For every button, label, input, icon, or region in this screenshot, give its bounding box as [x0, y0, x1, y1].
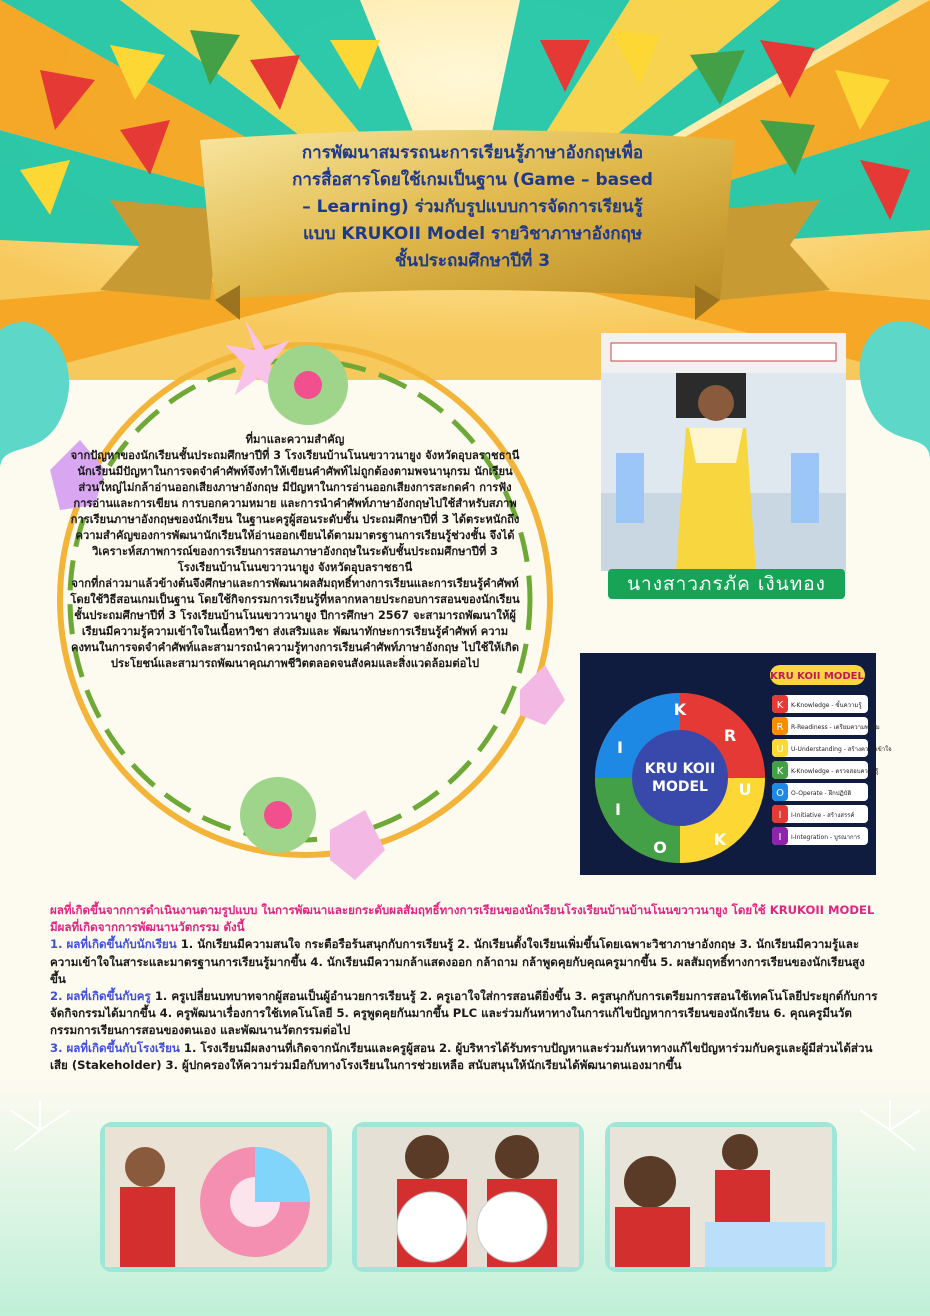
title-line: ชั้นประถมศึกษาปีที่ 3: [394, 251, 551, 271]
results-text: 1. ครูเปลี่ยนบทบาทจากผู้สอนเป็นผู้อำนวยการเรียนรู้ 2. ครูเอาใจใส่การสอนดียิ่งขึ้น 3. ครูสนุกกับการเตรียมการสอนใช้เทคโนโลยีประยุกต์กับการจัดกิจกรรมได้มากขึ้น 4. ครูพัฒนาเรื่องการใช้เทคโนโลยี 5. ครูพูดคุยกันมากขึ้น PLC และร่วมกันหาทางในการแก้ไขปัญหาการเรียนของนักเรียน 6. คุณครูมีนวัตกรรมการเรียนการสอนของตนเอง และพัฒนานวัตกรรมต่อไป: [50, 989, 878, 1038]
results-label: 2. ผลที่เกิดขึ้นกับครู: [50, 989, 151, 1004]
teacher-photo: [601, 333, 846, 571]
background-section: [70, 432, 520, 672]
title-line: แบบ KRUKOII Model รายวิชาภาษาอังกฤษ: [302, 224, 643, 244]
model-wheel-letter: O: [653, 838, 667, 857]
svg-text:I-Initiative - สร้างสรรค์: I-Initiative - สร้างสรรค์: [791, 812, 855, 819]
model-wheel-letter: U: [738, 780, 752, 799]
poster-title: [240, 140, 705, 275]
results-text: 1. นักเรียนมีความสนใจ กระตือรือร้นสนุกกับการเรียนรู้ 2. นักเรียนตั้งใจเรียนเพิ่มขึ้นโดยเฉพาะวิชาภาษาอังกฤษ 3. นักเรียนมีความรู้และความเข้าใจในสาระและมาตรฐานการเรียนรู้มากขึ้น 4. นักเรียนมีความกล้าแสดงออก กล้าถาม กล้าพูดคุยกับคุณครูมากขึ้น 5. ผลสัมฤทธิ์ทางการเรียนของนักเรียนสูงขึ้น: [50, 937, 865, 986]
krukoii-model-diagram: [580, 653, 892, 875]
svg-text:R: R: [776, 722, 784, 733]
svg-text:U: U: [776, 744, 784, 755]
results-text: 1. โรงเรียนมีผลงานที่เกิดจากนักเรียนและครูผู้สอน 2. ผู้บริหารได้รับทราบปัญหาและร่วมกันหาทางแก้ไขปัญหาร่วมกับครูและผู้มีส่วนได้ส่วนเสีย (Stakeholder) 3. ผู้ปกครองให้ความร่วมมือกับทางโรงเรียนในการช่วยเหลือ สนับสนุนให้นักเรียนได้พัฒนาตนเองมากขึ้น: [50, 1040, 873, 1072]
model-banner: KRU KOII MODEL: [770, 671, 864, 682]
title-line: การพัฒนาสมรรถนะการเรียนรู้ภาษาอังกฤษเพื่อ: [301, 143, 644, 163]
svg-text:K-Knowledge - ตรวจสอบความรู้: K-Knowledge - ตรวจสอบความรู้: [791, 768, 879, 775]
teacher-name-tag: นางสาวภรภัค เงินทอง: [608, 569, 845, 599]
teacher-head: [698, 385, 734, 421]
background-paragraph: จากปัญหาของนักเรียนชั้นประถมศึกษาปีที่ 3 โรงเรียนบ้านโนนขวาวนายูง จังหวัดอุบลราชธานี นักเรียนมีปัญหาในการจดจำคำศัพท์จึงทำให้เขียนคำศัพท์ไม่ถูกต้องตามพจนานุกรม นักเรียนส่วนใหญ่ไม่กล้าอ่านออกเสียงภาษาอังกฤษ มีปัญหาในการอ่านออกเสียงการสะกดคำ การฟัง การอ่านและการเขียน การบอกความหมาย และการนำคำศัพท์ภาษาอังกฤษไปใช้สำหรับสภาพการเรียนภาษาอังกฤษของนักเรียน ในฐานะครูผู้สอนระดับชั้น ประถมศึกษาปีที่ 3 ได้ตระหนักถึงความสำคัญของการพัฒนานักเรียนให้อ่านออกเขียนได้ตามมาตรฐานการเรียนรู้ช่วงชั้น จึงได้วิเคราะห์สภาพการณ์ของการเรียนการสอนภาษาอังกฤษในระดับชั้นประถมศึกษาปีที่ 3 โรงเรียนบ้านโนนขวาวนายูง จังหวัดอุบลราชธานี: [70, 449, 520, 574]
model-wheel-letter: K: [673, 700, 687, 719]
model-wheel-letter: I: [617, 738, 623, 757]
model-wheel-letter: I: [615, 800, 621, 819]
results-label: 3. ผลที่เกิดขึ้นกับโรงเรียน: [50, 1040, 180, 1055]
svg-text:K-Knowledge - ขั้นความรู้: K-Knowledge - ขั้นความรู้: [791, 702, 862, 709]
model-center-title: MODEL: [652, 779, 708, 795]
results-label: 1. ผลที่เกิดขึ้นกับนักเรียน: [50, 937, 177, 952]
svg-text:I: I: [778, 832, 782, 843]
section-heading: ที่มาและความสำคัญ: [245, 433, 345, 446]
background-paragraph: จากที่กล่าวมาแล้วข้างต้นจึงศึกษาและการพัฒนาผลสัมฤทธิ์ทางการเรียนและการเรียนรู้คำศัพท์ โดยใช้วิธีสอนเกมเป็นฐาน โดยใช้กิจกรรมการเรียนรู้ที่หลากหลายประกอบการสอนของนักเรียนชั้นประถมศึกษาปีที่ 3 โรงเรียนบ้านโนนขวาวนายูง ปีการศึกษา 2567 จะสามารถพัฒนาให้ผู้เรียนมีความรู้ความเข้าใจในเนื้อหาวิชา ส่งเสริมและ พัฒนาทักษะการเรียนรู้คำศัพท์ ความคงทนในการจดจำคำศัพท์และสามารถนำความรู้ทางการเรียนคำศัพท์ภาษาอังกฤษ ไปใช้ให้เกิดประโยชน์และสามารถพัฒนาคุณภาพชีวิตตลอดจนสังคมและสิ่งแวดล้อมต่อไป: [70, 577, 520, 670]
results-school: [50, 1040, 880, 1074]
model-wheel-letter: R: [723, 726, 737, 745]
results-teachers: [50, 988, 880, 1040]
model-wheel-letter: K: [713, 830, 727, 849]
title-line: การสื่อสารโดยใช้เกมเป็นฐาน (Game – based: [292, 170, 653, 190]
results-students: [50, 936, 880, 988]
svg-text:R-Readiness - เตรียมความพร้อม: R-Readiness - เตรียมความพร้อม: [791, 724, 880, 731]
results-intro: ผลที่เกิดขึ้นจากการดำเนินงานตามรูปแบบ ในการพัฒนาและยกระดับผลสัมฤทธิ์ทางการเรียนของนักเรียนโรงเรียนบ้านบ้านโนนขวาวนายูง โดยใช้ KRUKOII MODEL มีผลที่เกิดจากการพัฒนานวัตกรรม ดังนี้: [50, 903, 875, 935]
classroom-photo-3: [605, 1122, 837, 1272]
model-center-title: KRU KOII: [644, 761, 716, 777]
svg-text:O: O: [776, 788, 784, 799]
title-line: – Learning) ร่วมกับรูปแบบการจัดการเรียนรู้: [302, 197, 643, 217]
svg-text:K: K: [776, 766, 784, 777]
svg-text:U-Understanding - สร้างความเข้: U-Understanding - สร้างความเข้าใจ: [791, 746, 892, 753]
svg-text:I: I: [778, 810, 782, 821]
results-section: [50, 902, 880, 1074]
svg-text:I-Integration - บูรณาการ: I-Integration - บูรณาการ: [791, 834, 861, 841]
svg-text:O-Operate - ฝึกปฏิบัติ: O-Operate - ฝึกปฏิบัติ: [791, 790, 852, 797]
classroom-photo-2: [352, 1122, 584, 1272]
classroom-photo-1: [100, 1122, 332, 1272]
svg-text:K: K: [776, 700, 784, 711]
